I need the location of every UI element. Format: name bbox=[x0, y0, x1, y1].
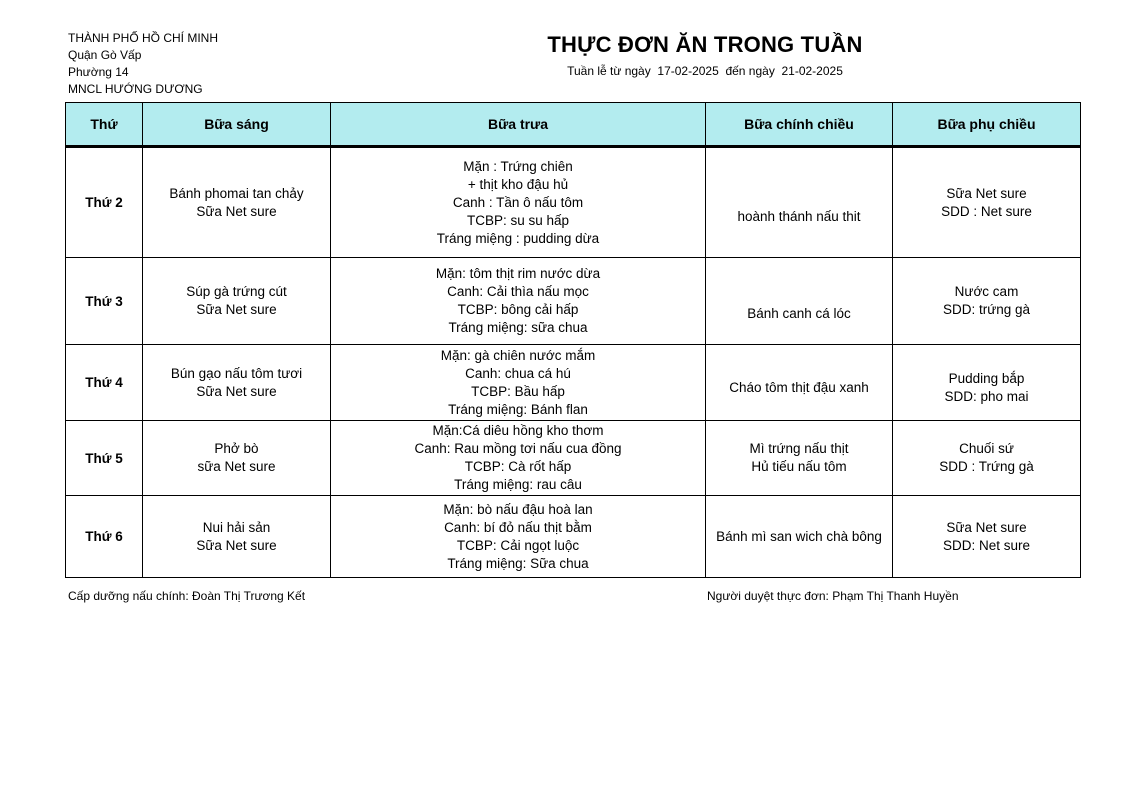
afternoon-main-cell bbox=[706, 147, 893, 258]
menu-line: TCBP: Cà rốt hấp bbox=[464, 459, 572, 474]
column-header-afternoon-snack: Bữa phụ chiều bbox=[893, 103, 1081, 147]
menu-line: TCBP: bông cải hấp bbox=[457, 302, 579, 317]
afternoon-main-cell bbox=[706, 258, 893, 345]
menu-line: SDD: Net sure bbox=[942, 537, 1031, 553]
breakfast-cell bbox=[143, 496, 331, 578]
breakfast-cell bbox=[143, 421, 331, 496]
menu-line: sữa Net sure bbox=[197, 459, 276, 474]
menu-line: SDD : Trứng gà bbox=[939, 459, 1034, 474]
breakfast-cell bbox=[143, 345, 331, 421]
menu-line: Mặn:Cá diêu hồng kho thơm bbox=[432, 423, 604, 438]
district-label: Quận Gò Vấp bbox=[68, 48, 142, 62]
afternoon-main-cell bbox=[706, 345, 893, 421]
day-cell: Thứ 2 bbox=[66, 147, 143, 258]
menu-line: Sữa Net sure bbox=[196, 537, 277, 553]
afternoon-main-cell bbox=[706, 421, 893, 496]
lunch-cell bbox=[331, 258, 706, 345]
menu-line: SDD : Net sure bbox=[941, 203, 1032, 219]
menu-line: Canh: chua cá hú bbox=[465, 365, 571, 381]
menu-line: Tráng miệng: rau câu bbox=[454, 477, 582, 492]
menu-line: SDD: pho mai bbox=[944, 388, 1029, 404]
table-row bbox=[66, 258, 1081, 345]
menu-line: Bánh mì san wich chà bông bbox=[716, 528, 882, 544]
breakfast-cell bbox=[143, 147, 331, 258]
day-cell: Thứ 4 bbox=[66, 345, 143, 421]
menu-line: Canh : Tần ô nấu tôm bbox=[452, 194, 584, 210]
menu-line: Cháo tôm thịt đậu xanh bbox=[729, 379, 869, 395]
menu-line: Tráng miệng: Bánh flan bbox=[448, 401, 588, 417]
weekly-menu-table bbox=[65, 102, 1081, 578]
menu-line: Canh: bí đỏ nấu thịt bằm bbox=[444, 519, 592, 535]
menu-line: Bánh canh cá lóc bbox=[747, 305, 851, 321]
menu-line: Tráng miệng: sữa chua bbox=[448, 320, 588, 335]
day-cell: Thứ 6 bbox=[66, 496, 143, 578]
day-cell: Thứ 3 bbox=[66, 258, 143, 345]
menu-line: Sữa Net sure bbox=[946, 519, 1027, 535]
approver-signature-line: Người duyệt thực đơn: Phạm Thị Thanh Huyền bbox=[707, 589, 959, 603]
city-label: THÀNH PHỐ HỒ CHÍ MINH bbox=[68, 31, 218, 45]
menu-line: hoành thánh nấu thit bbox=[737, 208, 861, 224]
school-info bbox=[68, 30, 218, 98]
menu-line: Sữa Net sure bbox=[196, 383, 277, 399]
menu-line: Nui hải sản bbox=[202, 519, 271, 535]
afternoon-snack-cell bbox=[893, 496, 1081, 578]
table-row bbox=[66, 421, 1081, 496]
menu-line: Bún gạo nấu tôm tươi bbox=[170, 365, 303, 381]
menu-line: Tráng miệng: Sữa chua bbox=[447, 555, 589, 571]
school-label: MNCL HƯỚNG DƯƠNG bbox=[68, 82, 203, 96]
menu-line: Nước cam bbox=[954, 284, 1019, 299]
menu-line: Phở bò bbox=[214, 441, 259, 456]
menu-line: Mì trứng nấu thịt bbox=[749, 441, 849, 456]
menu-line: Chuối sứ bbox=[959, 441, 1014, 456]
afternoon-snack-cell bbox=[893, 345, 1081, 421]
afternoon-snack-cell bbox=[893, 147, 1081, 258]
lunch-cell bbox=[331, 421, 706, 496]
menu-line: Sữa Net sure bbox=[946, 185, 1027, 201]
menu-line: Bánh phomai tan chảy bbox=[169, 185, 304, 201]
afternoon-snack-cell bbox=[893, 421, 1081, 496]
cook-signature-line: Cấp dưỡng nấu chính: Đoàn Thị Trương Kết bbox=[68, 589, 306, 603]
menu-line: Mặn: tôm thịt rim nước dừa bbox=[435, 266, 601, 281]
menu-line: Canh: Rau mồng tơi nấu cua đồng bbox=[414, 441, 622, 456]
column-header-lunch: Bữa trưa bbox=[331, 103, 706, 147]
table-row bbox=[66, 345, 1081, 421]
table-row bbox=[66, 496, 1081, 578]
day-cell: Thứ 5 bbox=[66, 421, 143, 496]
menu-line: Tráng miệng : pudding dừa bbox=[436, 230, 600, 246]
ward-label: Phường 14 bbox=[68, 65, 129, 79]
menu-line: Mặn: gà chiên nước mắm bbox=[440, 347, 596, 363]
menu-line: TCBP: Cải ngọt luộc bbox=[456, 537, 580, 553]
menu-line: Hủ tiếu nấu tôm bbox=[751, 459, 847, 474]
menu-line: Sữa Net sure bbox=[196, 302, 277, 317]
column-header-day: Thứ bbox=[66, 103, 143, 147]
lunch-cell bbox=[331, 147, 706, 258]
menu-line: Sữa Net sure bbox=[196, 203, 277, 219]
menu-line: + thịt kho đậu hủ bbox=[467, 176, 569, 192]
menu-line: SDD: trứng gà bbox=[942, 302, 1031, 317]
afternoon-snack-cell bbox=[893, 258, 1081, 345]
column-header-breakfast: Bữa sáng bbox=[143, 103, 331, 147]
afternoon-main-cell bbox=[706, 496, 893, 578]
menu-line: Mặn: bò nấu đậu hoà lan bbox=[443, 501, 593, 517]
lunch-cell bbox=[331, 496, 706, 578]
menu-line: Mặn : Trứng chiên bbox=[463, 158, 573, 174]
breakfast-cell bbox=[143, 258, 331, 345]
menu-line: Canh: Cải thìa nấu mọc bbox=[447, 284, 589, 299]
column-header-afternoon-main: Bữa chính chiều bbox=[706, 103, 893, 147]
table-row bbox=[66, 147, 1081, 258]
menu-line: TCBP: Bầu hấp bbox=[471, 383, 565, 399]
table-header-row bbox=[66, 103, 1081, 147]
page-title: THỰC ĐƠN ĂN TRONG TUẦN bbox=[547, 32, 863, 57]
menu-line: Súp gà trứng cút bbox=[186, 284, 287, 299]
week-range: Tuần lễ từ ngày 17-02-2025 đến ngày 21-02-2025 bbox=[567, 64, 843, 78]
menu-line: TCBP: su su hấp bbox=[466, 212, 570, 228]
lunch-cell bbox=[331, 345, 706, 421]
menu-line: Pudding bắp bbox=[948, 370, 1025, 386]
